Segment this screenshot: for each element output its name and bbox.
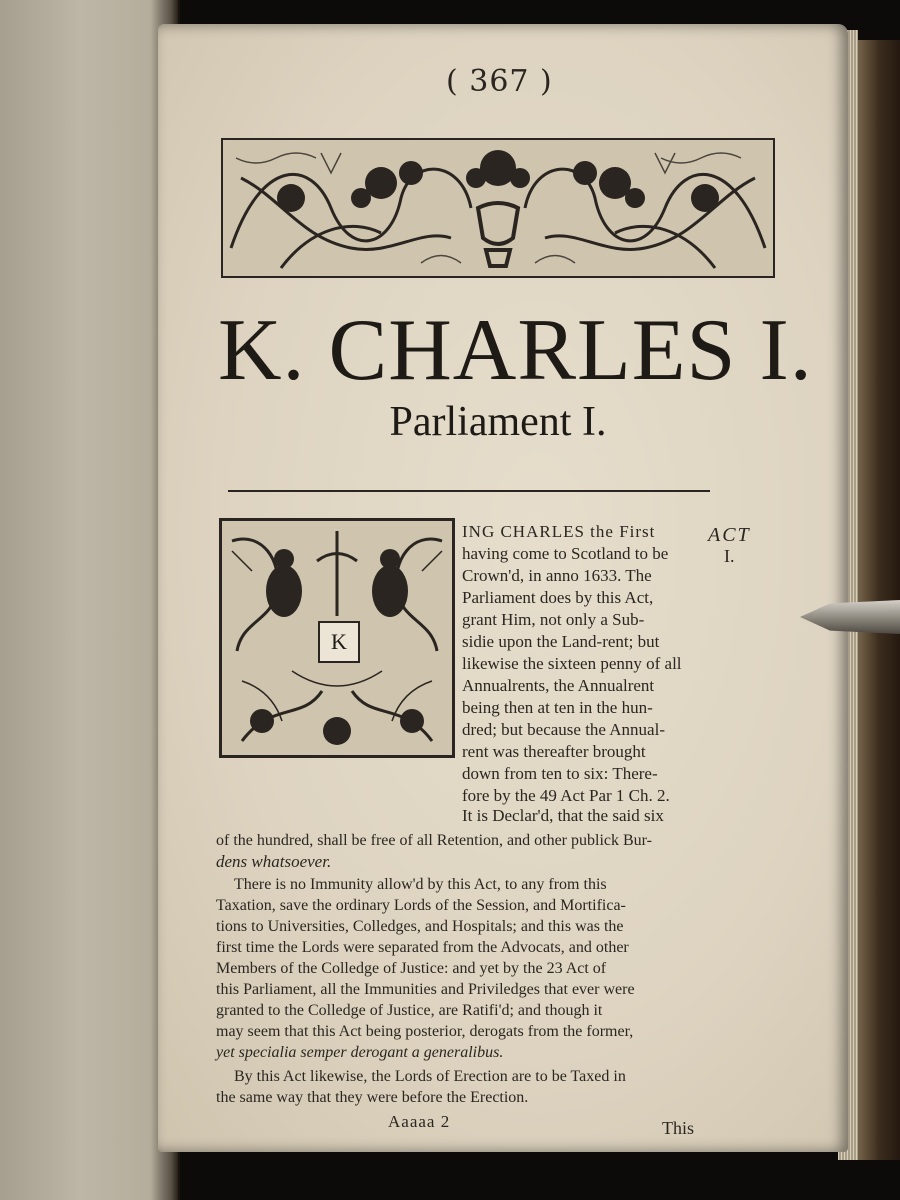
decorative-headpiece: [221, 138, 775, 278]
chapter-title: K. CHARLES I.: [218, 302, 813, 399]
text-line: the same way that they were before the Erection.: [216, 1089, 529, 1106]
text-line: having come to Scotland to be: [462, 544, 669, 563]
act-label: ACT: [708, 524, 751, 546]
text-line: There is no Immunity allow'd by this Act, to any from this: [234, 876, 607, 893]
text-line: ING CHARLES the First: [462, 522, 656, 541]
act-number: I.: [724, 546, 735, 566]
decorated-initial: [219, 518, 455, 758]
text-line: Annualrents, the Annualrent: [462, 676, 655, 695]
initial-letter: K: [318, 621, 360, 663]
text-line: It is Declar'd, that the said six: [462, 806, 664, 825]
text-line: Crown'd, in anno 1633. The: [462, 566, 652, 585]
chapter-subtitle: Parliament I.: [389, 399, 607, 445]
text-line: fore by the 49 Act Par 1 Ch. 2.: [462, 786, 670, 805]
text-line: Parliament does by this Act,: [462, 588, 654, 607]
signature-mark: Aaaaa 2: [388, 1112, 451, 1131]
text-line: likewise the sixteen penny of all: [462, 654, 682, 673]
text-line: dred; but because the Annual-: [462, 720, 665, 739]
text-line: By this Act likewise, the Lords of Erection are to be Taxed in: [234, 1068, 626, 1085]
text-line: of the hundred, shall be free of all Retention, and other publick Bur-: [216, 832, 652, 849]
text-line: being then at ten in the hun-: [462, 698, 653, 717]
text-line: tions to Universities, Colledges, and Hospitals; and this was the: [216, 918, 624, 935]
text-line: first time the Lords were separated from the Advocats, and other: [216, 939, 629, 956]
text-line: Members of the Colledge of Justice: and yet by the 23 Act of: [216, 960, 607, 977]
text-line: Taxation, save the ordinary Lords of the Session, and Mortifica-: [216, 897, 626, 914]
page-number: ( 367 ): [446, 64, 553, 99]
text-line: rent was thereafter brought: [462, 742, 646, 761]
catchword: This: [662, 1118, 695, 1138]
text-line: granted to the Colledge of Justice, are Ratifi'd; and though it: [216, 1002, 603, 1019]
section-rule: [228, 490, 710, 492]
text-line: grant Him, not only a Sub-: [462, 610, 645, 629]
text-line: down from ten to six: There-: [462, 764, 658, 783]
text-line: sidie upon the Land-rent; but: [462, 632, 660, 651]
text-line: yet specialia semper derogant a generalibus.: [216, 1044, 504, 1061]
text-line: may seem that this Act being posterior, derogats from the former,: [216, 1023, 634, 1040]
text-line: this Parliament, all the Immunities and Priviledges that ever were: [216, 981, 635, 998]
text-line: dens whatsoever.: [216, 852, 332, 871]
